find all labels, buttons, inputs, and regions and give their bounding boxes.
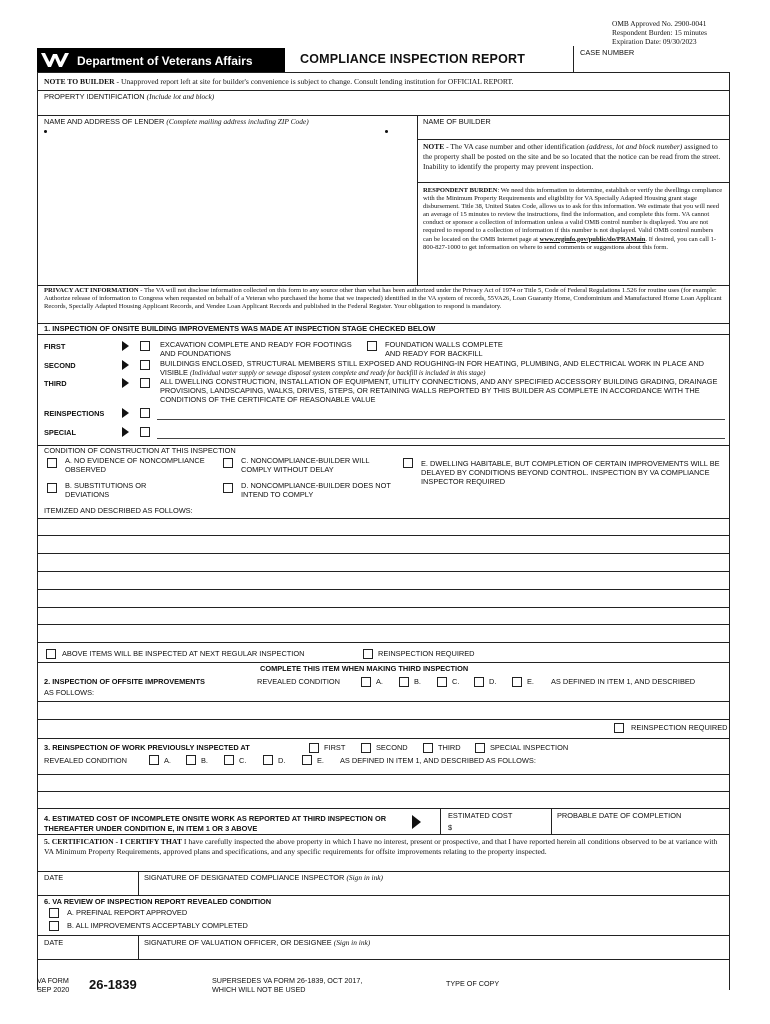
item3-description-field-2[interactable] (40, 792, 726, 807)
condition-b-text: B. SUBSTITUTIONS OR DEVIATIONS (65, 481, 147, 499)
item6-date-field[interactable] (40, 948, 136, 958)
second-arrow-icon (122, 360, 129, 370)
footer-form-id (37, 976, 69, 994)
special-arrow-icon (122, 427, 129, 437)
certification-text: 5. CERTIFICATION - I CERTIFY THAT I have carefully inspected the above property in which I have no interest, present or prospective, and that I have reported herein all conditions observed to be at variance with VA Minimum Property Requirements, approved plans and specifications, and any specific requirements for offsite improvements relating to the property inspected. (44, 837, 718, 857)
reinspections-checkbox[interactable] (140, 408, 150, 418)
item3-a-label: A. (164, 756, 171, 765)
item3-b-label: B. (201, 756, 208, 765)
second-stage-text: BUILDINGS ENCLOSED, STRUCTURAL MEMBERS STILL EXPOSED AND ROUGHING-IN FOR HEATING, PLUMBING, AND ELECTRICAL WORK IN PLACE AND VISIBLE (Individual water supply or sewage disposal system complete and ready for backfill is included in this stage) (160, 359, 704, 377)
special-label: SPECIAL (44, 428, 77, 437)
item3-b-checkbox[interactable] (186, 755, 196, 765)
item3-first-checkbox[interactable] (309, 743, 319, 753)
estimated-cost-dollar: $ (448, 823, 453, 832)
item3-second-checkbox[interactable] (361, 743, 371, 753)
item1-reinspection-required-checkbox[interactable] (363, 649, 373, 659)
first-excavation-checkbox[interactable] (140, 341, 150, 351)
item3-e-checkbox[interactable] (302, 755, 312, 765)
builder-label: NAME OF BUILDER (423, 117, 491, 126)
item5-date-field[interactable] (40, 883, 136, 893)
lender-label: NAME AND ADDRESS OF LENDER (Complete mailing address including ZIP Code) (44, 117, 309, 126)
form-title: COMPLIANCE INSPECTION REPORT (300, 52, 526, 66)
first-foundation-text: FOUNDATION WALLS COMPLETE AND READY FOR BACKFILL (385, 340, 503, 358)
reinspections-line[interactable] (157, 419, 725, 420)
item2-reinspection-required-text: REINSPECTION REQUIRED (631, 723, 728, 732)
omb-expiration: Expiration Date: 09/30/2023 (612, 37, 697, 46)
condition-title: CONDITION OF CONSTRUCTION AT THIS INSPECTION (44, 446, 236, 455)
footer-type-of-copy: TYPE OF COPY (446, 979, 500, 988)
item2-revealed-label: REVEALED CONDITION (257, 677, 340, 686)
item6-a-checkbox[interactable] (49, 908, 59, 918)
item6-date-label: DATE (44, 938, 64, 947)
item2-d-label: D. (489, 677, 497, 686)
item6-signature-label: SIGNATURE OF VALUATION OFFICER, OR DESIGNEE (Sign in ink) (144, 938, 371, 947)
next-regular-checkbox[interactable] (46, 649, 56, 659)
respondent-burden: RESPONDENT BURDEN: We need this information to determine, establish or verify the dwellings compliance with the Minimum Property Requirements and eligibility for VA Specially Adapted Housing grant stage disbursement. Title 38, United States Code, allows us to ask for this information. We estimate that you will need an average of 15 minutes to review the instructions, find the information, and complete this form. VA cannot conduct or sponsor a collection of information unless a valid OMB control number is displayed. You are not required to respond to a collection of information if this number is not displayed. Valid OMB control numbers can be located on the OMB Internet page at www.reginfo.gov/public/do/PRAMain. If desired, you can call 1-800-827-1000 to get information on where to send comments or suggestions about this form. (423, 187, 723, 251)
note-va-case-number: NOTE - The VA case number and other identification (address, lot and block number) assigned to the property shall be posted on the site and be so located that the notice can be read from the street. Inability to identify the property may prevent inspection. (423, 142, 721, 171)
item2-reinspection-required-checkbox[interactable] (614, 723, 624, 733)
item2-d-checkbox[interactable] (474, 677, 484, 687)
condition-c-text: C. NONCOMPLIANCE-BUILDER WILL COMPLY WITHOUT DELAY (241, 456, 370, 474)
second-stage-checkbox[interactable] (140, 360, 150, 370)
item3-second-label: SECOND (376, 743, 408, 752)
omb-block (612, 19, 707, 46)
note-to-builder: NOTE TO BUILDER - Unapproved report left at site for builder's convenience is subject to change. Consult lending institution for OFFICIAL REPORT. (44, 77, 514, 86)
lender-bullet-right (385, 130, 388, 133)
item3-special-checkbox[interactable] (475, 743, 485, 753)
special-checkbox[interactable] (140, 427, 150, 437)
item3-description-field-1[interactable] (40, 775, 726, 791)
item6-title: 6. VA REVIEW OF INSPECTION REPORT REVEALED CONDITION (44, 897, 272, 906)
item2-as-follows: AS FOLLOWS: (44, 688, 95, 697)
item3-third-label: THIRD (438, 743, 461, 752)
probable-completion-label: PROBABLE DATE OF COMPLETION (557, 811, 682, 820)
footer-form-number: 26-1839 (89, 977, 137, 992)
agency-banner (37, 48, 285, 72)
item2-e-label: E. (527, 677, 534, 686)
stage-first-label: FIRST (44, 342, 66, 351)
third-arrow-icon (122, 378, 129, 388)
footer-date: SEP 2020 (37, 985, 70, 994)
item2-as-defined: AS DEFINED IN ITEM 1, AND DESCRIBED (551, 677, 696, 686)
omb-approved: OMB Approved No. 2900-0041 (612, 19, 707, 28)
item5-signature-field[interactable] (141, 883, 726, 893)
item2-description-field[interactable] (40, 702, 726, 719)
itemized-description-field[interactable] (40, 519, 726, 641)
item5-signature-label: SIGNATURE OF DESIGNATED COMPLIANCE INSPECTOR (Sign in ink) (144, 873, 384, 882)
item3-special-label: SPECIAL INSPECTION (490, 743, 569, 752)
footer-va-form: VA FORM (37, 976, 69, 985)
lender-field[interactable] (40, 128, 414, 283)
stage-second-label: SECOND (44, 361, 76, 370)
item3-d-checkbox[interactable] (263, 755, 273, 765)
item6-signature-field[interactable] (141, 948, 726, 958)
special-line[interactable] (157, 438, 725, 439)
item6-a-text: A. PREFINAL REPORT APPROVED (67, 908, 188, 917)
stage-third-label: THIRD (44, 379, 67, 388)
item3-a-checkbox[interactable] (149, 755, 159, 765)
estimated-cost-label: ESTIMATED COST (448, 811, 513, 820)
property-identification-label: PROPERTY IDENTIFICATION (Include lot and block) (44, 92, 215, 101)
item2-title: 2. INSPECTION OF OFFSITE IMPROVEMENTS (44, 677, 205, 686)
item3-title: 3. REINSPECTION OF WORK PREVIOUSLY INSPECTED AT (44, 743, 250, 752)
condition-c-checkbox[interactable] (223, 458, 233, 468)
item3-third-checkbox[interactable] (423, 743, 433, 753)
estimated-cost-field[interactable] (456, 821, 548, 833)
condition-e-checkbox[interactable] (403, 458, 413, 468)
condition-b-checkbox[interactable] (47, 483, 57, 493)
probable-completion-field[interactable] (554, 821, 726, 833)
third-stage-text: ALL DWELLING CONSTRUCTION, INSTALLATION OF EQUIPMENT, UTILITY CONNECTIONS, AND ANY SPECIFIED ACCESSORY BUILDING GRADING, DRAINAGE PROVISIONS, LANDSCAPING, WALKS, DRIVES, STEPS, OR RETAINING WALLS REPORTED BY THIS BUILDER AS COMPLETE IN ACCORDANCE WITH THE CONDITIONS OF THE CERTIFICATE OF REASONABLE VALUE (160, 377, 718, 404)
item1-title: 1. INSPECTION OF ONSITE BUILDING IMPROVEMENTS WAS MADE AT INSPECTION STAGE CHECKED BELOW (44, 324, 436, 333)
item4-title: 4. ESTIMATED COST OF INCOMPLETE ONSITE WORK AS REPORTED AT THIRD INSPECTION OR THEREAFTER UNDER CONDITION E, IN ITEM 1 OR 3 ABOVE (44, 814, 387, 833)
item2-b-checkbox[interactable] (399, 677, 409, 687)
item2-a-checkbox[interactable] (361, 677, 371, 687)
reinspections-arrow-icon (122, 408, 129, 418)
privacy-act-information: PRIVACY ACT INFORMATION - The VA will not disclose information collected on this form to any source other than what has been authorized under the Privacy Act of 1974 or Title 5, Code of Federal Regulations 1.526 for routine uses (for example: Authorize release of information to Congress when requested on behalf of a Veteran who purchased the home that we inspected) identified in the VA system of records, 55VA26, Loan Guaranty Home, Condominium and Manufactured Home Loan Applicant Records, Specially Adapted Housing Applicant Records, and Vendee Loan Applicant Records and published in the Federal Register. Your obligation to respond is mandatory. (44, 287, 722, 311)
condition-e-text: E. DWELLING HABITABLE, BUT COMPLETION OF CERTAIN IMPROVEMENTS WILL BE DELAYED BY CONDITIONS BEYOND CONTROL. INSPECTION BY VA COMPLIANCE INSPECTOR REQUIRED (421, 459, 720, 486)
footer-supersedes: SUPERSEDES VA FORM 26-1839, OCT 2017, WHICH WILL NOT BE USED (212, 976, 363, 994)
first-excavation-text: EXCAVATION COMPLETE AND READY FOR FOOTINGS AND FOUNDATIONS (160, 340, 352, 358)
item3-c-checkbox[interactable] (224, 755, 234, 765)
property-identification-field[interactable] (40, 102, 726, 115)
omb-burden: Respondent Burden: 15 minutes (612, 28, 708, 37)
item1-reinspection-required-text: REINSPECTION REQUIRED (378, 649, 475, 658)
builder-field[interactable] (420, 127, 726, 139)
first-arrow-icon (122, 341, 129, 351)
item2-a-label: A. (376, 677, 383, 686)
agency-name: Department of Veterans Affairs (77, 54, 253, 68)
third-stage-checkbox[interactable] (140, 378, 150, 388)
reinspections-label: REINSPECTIONS (44, 409, 105, 418)
item3-d-label: D. (278, 756, 286, 765)
item3-revealed-label: REVEALED CONDITION (44, 756, 127, 765)
item3-c-label: C. (239, 756, 247, 765)
item3-e-label: E. (317, 756, 324, 765)
itemized-label: ITEMIZED AND DESCRIBED AS FOLLOWS: (44, 506, 193, 515)
third-inspection-note: COMPLETE THIS ITEM WHEN MAKING THIRD INSPECTION (260, 664, 469, 673)
first-foundation-checkbox[interactable] (367, 341, 377, 351)
item3-as-defined: AS DEFINED IN ITEM 1, AND DESCRIBED AS FOLLOWS: (340, 756, 536, 765)
omb-link[interactable]: www.reginfo.gov/public/do/PRAMain (539, 235, 646, 243)
lender-bullet-left (44, 130, 47, 133)
next-regular-text: ABOVE ITEMS WILL BE INSPECTED AT NEXT REGULAR INSPECTION (62, 649, 305, 658)
condition-d-checkbox[interactable] (223, 483, 233, 493)
item2-b-label: B. (414, 677, 421, 686)
item6-b-text: B. ALL IMPROVEMENTS ACCEPTABLY COMPLETED (67, 921, 248, 930)
item3-first-label: FIRST (324, 743, 346, 752)
item4-arrow-icon (412, 815, 421, 829)
condition-d-text: D. NONCOMPLIANCE-BUILDER DOES NOT INTEND TO COMPLY (241, 481, 391, 499)
item6-b-checkbox[interactable] (49, 921, 59, 931)
case-number-label: CASE NUMBER (580, 48, 635, 57)
item5-date-label: DATE (44, 873, 64, 882)
item2-e-checkbox[interactable] (512, 677, 522, 687)
item2-c-label: C. (452, 677, 460, 686)
condition-a-text: A. NO EVIDENCE OF NONCOMPLIANCE OBSERVED (65, 456, 205, 474)
va-logo-icon (40, 51, 70, 69)
item2-c-checkbox[interactable] (437, 677, 447, 687)
condition-a-checkbox[interactable] (47, 458, 57, 468)
